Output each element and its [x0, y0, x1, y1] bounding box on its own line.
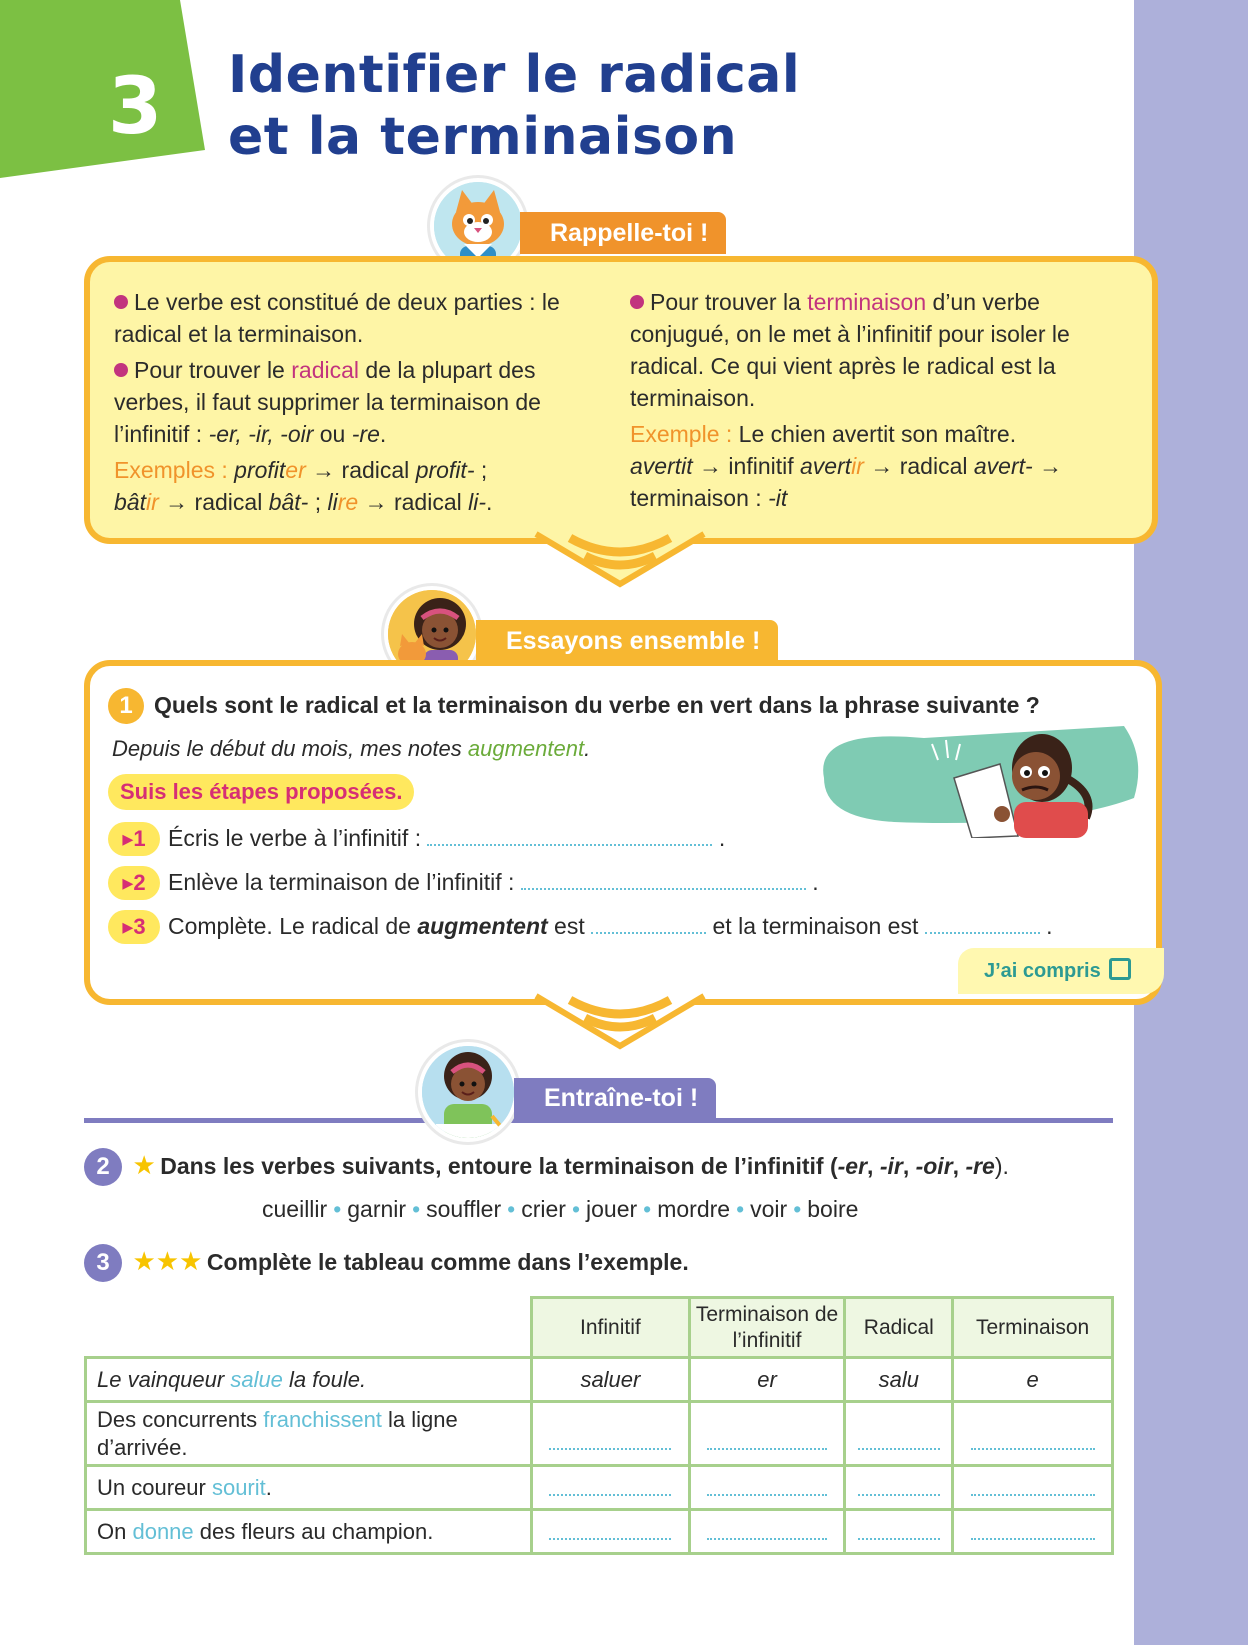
- answer-cell[interactable]: [689, 1466, 845, 1510]
- compris-checkbox[interactable]: J’ai compris: [958, 948, 1164, 994]
- girl-writing-icon: [422, 1046, 514, 1138]
- header-terminaison-infinitif: Terminaison de l’infinitif: [689, 1298, 845, 1358]
- arrow-icon: →: [364, 489, 388, 515]
- answer-cell[interactable]: [532, 1402, 689, 1466]
- page-title: [228, 44, 800, 168]
- rappel-example-right: Exemple : Le chien avertit son maître. avertit → infinitif avertir → radical avert- → terminaison : -it: [630, 421, 1063, 511]
- verb-item[interactable]: garnir: [347, 1196, 407, 1222]
- answer-cell[interactable]: [953, 1510, 1113, 1554]
- star-icon: ★: [132, 1150, 156, 1180]
- entraine-label: Entraîne-toi !: [514, 1078, 716, 1118]
- sentence-cell: Un coureur sourit.: [86, 1466, 532, 1510]
- bullet-icon: [630, 295, 644, 309]
- table-header-row: [86, 1298, 1113, 1358]
- verb-list: cueillir • garnir • souffler • crier • jouer • mordre • voir • boire: [262, 1196, 859, 1222]
- step-2: ▸2 Enlève la terminaison de l’infinitif : .: [108, 866, 819, 900]
- arrow-icon: →: [312, 457, 336, 483]
- verb-item[interactable]: voir: [750, 1196, 788, 1222]
- header-infinitif: Infinitif: [532, 1298, 689, 1358]
- exercise-3-heading: 3 ★★★ Complète le tableau comme dans l’exemple.: [84, 1244, 689, 1282]
- verb-item[interactable]: boire: [807, 1196, 859, 1222]
- answer-cell[interactable]: [532, 1510, 689, 1554]
- answer-cell[interactable]: [689, 1510, 845, 1554]
- rappel-left-column: [114, 286, 594, 518]
- answer-field-ending[interactable]: [925, 922, 1040, 934]
- example-infinitif: saluer: [532, 1358, 689, 1402]
- answer-cell[interactable]: [845, 1510, 953, 1554]
- rappel-point-3: Pour trouver la terminaison d’un verbe conjugué, on le met à l’infinitif pour isoler le radical. Ce qui vient après le radical est la terminaison.: [630, 289, 1070, 411]
- sentence-cell: Le vainqueur salue la foule.: [86, 1358, 532, 1402]
- title-line-1: Identifier le radical: [228, 45, 801, 105]
- table-row: [86, 1466, 1113, 1510]
- girl-reading-illustration: [804, 718, 1146, 838]
- answer-cell[interactable]: [953, 1402, 1113, 1466]
- question-number: 1: [108, 688, 144, 724]
- sentence-cell: On donne des fleurs au champion.: [86, 1510, 532, 1554]
- essayons-box: [84, 660, 1162, 1005]
- lesson-tab: [0, 0, 205, 178]
- table-row: [86, 1510, 1113, 1554]
- entraine-rule: [84, 1118, 1113, 1123]
- example-radical: salu: [845, 1358, 953, 1402]
- rappelle-box: [84, 256, 1158, 544]
- bullet-icon: [114, 363, 128, 377]
- arrow-icon: →: [1039, 453, 1063, 479]
- arrow-icon: →: [870, 453, 894, 479]
- rappel-right-column: [630, 286, 1120, 514]
- example-terminaison-infinitif: er: [689, 1358, 845, 1402]
- example-terminaison: e: [953, 1358, 1113, 1402]
- steps-pill: Suis les étapes proposées.: [108, 774, 414, 810]
- verb-item[interactable]: souffler: [426, 1196, 502, 1222]
- verb-item[interactable]: crier: [521, 1196, 566, 1222]
- step-3: ▸3 Complète. Le radical de augmentent est et la terminaison est .: [108, 910, 1053, 944]
- verb-item[interactable]: jouer: [586, 1196, 638, 1222]
- chevron-divider-2: [530, 990, 710, 1052]
- stars-icon: ★★★: [132, 1246, 203, 1276]
- chevron-divider-1: [530, 528, 710, 590]
- arrow-icon: →: [165, 489, 189, 515]
- table-row: [86, 1402, 1113, 1466]
- answer-cell[interactable]: [532, 1466, 689, 1510]
- rappelle-label: Rappelle-toi !: [520, 212, 726, 254]
- answer-field-infinitive[interactable]: [427, 834, 712, 846]
- answer-field-radical[interactable]: [591, 922, 706, 934]
- answer-field-remove-ending[interactable]: [521, 878, 806, 890]
- rappel-point-2: Pour trouver le radical de la plupart des verbes, il faut supprimer la terminaison de l’infinitif : -er, -ir, -oir ou -re.: [114, 357, 541, 447]
- exercise-2-heading: 2 ★ Dans les verbes suivants, entoure la terminaison de l’infinitif (-er, -ir, -oir, -re).: [84, 1148, 1009, 1186]
- header-radical: Radical: [845, 1298, 953, 1358]
- answer-cell[interactable]: [689, 1402, 845, 1466]
- step-1: ▸1 Écris le verbe à l’infinitif : .: [108, 822, 725, 856]
- bullet-icon: [114, 295, 128, 309]
- title-line-2: et la terminaison: [228, 107, 738, 167]
- header-terminaison: Terminaison: [953, 1298, 1113, 1358]
- rappel-point-1: Le verbe est constitué de deux parties : le radical et la terminaison.: [114, 289, 560, 347]
- question-1: 1 Quels sont le radical et la terminaison du verbe en vert dans la phrase suivante ?: [108, 688, 1040, 724]
- table-row-example: [86, 1358, 1113, 1402]
- rappel-examples: Exemples : profiter → radical profit- ; bâtir → radical bât- ; lire → radical li-.: [114, 457, 493, 515]
- answer-cell[interactable]: [845, 1466, 953, 1510]
- checkbox-icon[interactable]: [1109, 958, 1131, 980]
- lesson-number: 3: [108, 62, 163, 152]
- question-sentence: Depuis le début du mois, mes notes augmentent.: [112, 736, 591, 761]
- arrow-icon: →: [699, 453, 723, 479]
- essayons-label: Essayons ensemble !: [476, 620, 778, 662]
- sentence-cell: Des concurrents franchissent la ligne d’arrivée.: [86, 1402, 532, 1466]
- answer-cell[interactable]: [845, 1402, 953, 1466]
- verb-item[interactable]: mordre: [657, 1196, 731, 1222]
- conjugation-table: [84, 1296, 1114, 1555]
- exercise-number: 3: [84, 1244, 122, 1282]
- exercise-number: 2: [84, 1148, 122, 1186]
- verb-item[interactable]: cueillir: [262, 1196, 328, 1222]
- girl-writing-avatar: [418, 1042, 518, 1142]
- answer-cell[interactable]: [953, 1466, 1113, 1510]
